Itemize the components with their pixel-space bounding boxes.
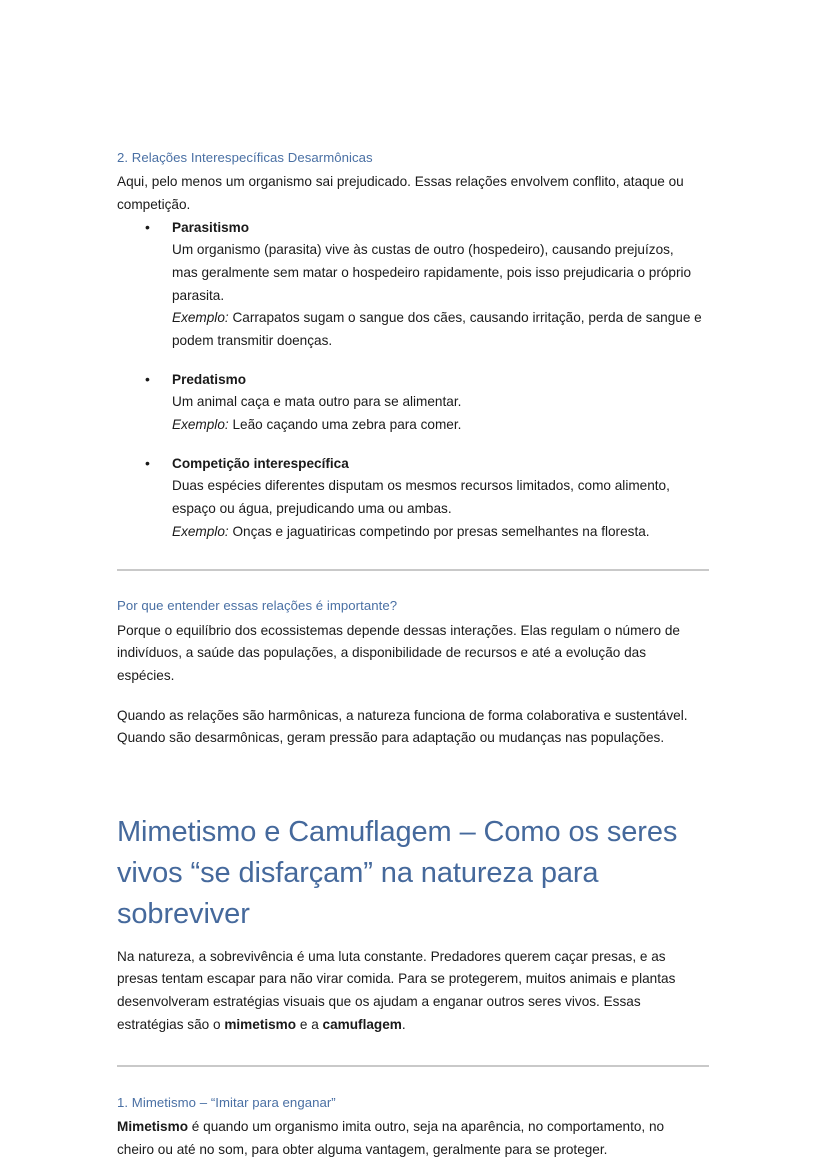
intro-text-part-1: Na natureza, a sobrevivência é uma luta constante. Predadores querem caçar presas, e as presas tentam escapar para não virar comida. Para se protegerem, muitos animais e plantas desenvolveram estratégias visuais que os ajudam a enganar outros seres vivos. Essas estratégias são o [117, 948, 676, 1032]
bullet-example-label: Exemplo: [172, 310, 229, 326]
bullet-term: • Predatismo [172, 371, 247, 387]
bullet-description: Um animal caça e mata outro para se alimentar. [172, 394, 462, 410]
section-mimetismo-camuflagem [117, 812, 703, 1036]
bullet-example-text: Carrapatos sugam o sangue dos cães, causando irritação, perda de sangue e podem transmitir doenças. [172, 310, 702, 348]
bullet-example [172, 414, 703, 437]
desarmonicas-bullet-list [117, 217, 703, 544]
section-heading-mimetismo: 1. Mimetismo – “Imitar para enganar” [117, 1095, 336, 1111]
bullet-example-label: Exemplo: [172, 523, 229, 539]
section-heading-relacoes-desarmonicas: 2. Relações Interespecíficas Desarmônicas [117, 150, 373, 165]
intro-text-part-2: e a [296, 1016, 323, 1032]
mimetismo-lead-text: é quando um organismo imita outro, seja na aparência, no comportamento, no cheiro ou até no som, para obter alguma vantagem, geralmente para se proteger. [117, 1119, 665, 1158]
bullet-term: • Competição interespecífica [172, 455, 349, 471]
mimetismo-lead-paragraph [117, 1116, 703, 1161]
section-por-que-entender [117, 596, 703, 750]
section-divider [117, 1065, 709, 1067]
section-spacer [117, 750, 703, 812]
bullet-description: Um organismo (parasita) vive às custas de outro (hospedeiro), causando prejuízos, mas geralmente sem matar o hospedeiro rapidamente, pois isso prejudicaria o próprio parasita. [172, 242, 692, 303]
bullet-example [172, 521, 703, 544]
intro-term-camuflagem: camuflagem [322, 1016, 402, 1032]
section-heading-por-que-entender: Por que entender essas relações é importante? [117, 598, 398, 614]
mimetismo-lead-term: Mimetismo [117, 1119, 189, 1135]
list-item [117, 453, 703, 544]
por-que-entender-paragraph-2: Quando as relações são harmônicas, a natureza funciona de forma colaborativa e sustentável. Quando são desarmônicas, geram pressão para adaptação ou mudanças nas populações. [117, 707, 688, 746]
section-divider-1-wrapper [117, 569, 703, 571]
document-content [117, 148, 703, 1162]
list-item [117, 217, 703, 353]
mimetismo-camuflagem-intro [117, 946, 703, 1037]
section-intro-relacoes-desarmonicas: Aqui, pelo menos um organismo sai prejudicado. Essas relações envolvem conflito, ataque ou competição. [117, 174, 684, 212]
bullet-example [172, 307, 703, 352]
intro-term-mimetismo: mimetismo [224, 1016, 297, 1032]
bullet-term: • Parasitismo [172, 219, 250, 235]
bullet-example-label: Exemplo: [172, 417, 229, 433]
intro-text-part-3: . [401, 1016, 406, 1032]
section-relacoes-desarmonicas [117, 148, 703, 543]
bullet-example-text: Leão caçando uma zebra para comer. [232, 417, 462, 433]
list-item [117, 369, 703, 437]
section-divider [117, 569, 709, 571]
page-title: Mimetismo e Camuflagem – Como os seres vivos “se disfarçam” na natureza para sobreviver [117, 816, 678, 931]
bullet-description: Duas espécies diferentes disputam os mesmos recursos limitados, como alimento, espaço ou água, prejudicando uma ou ambas. [172, 478, 670, 517]
bullet-example-text: Onças e jaguatiricas competindo por presas semelhantes na floresta. [232, 523, 650, 539]
section-mimetismo [117, 1093, 703, 1162]
section-divider-2-wrapper [117, 1065, 703, 1067]
por-que-entender-paragraph-1: Porque o equilíbrio dos ecossistemas depende dessas interações. Elas regulam o número de indivíduos, a saúde das populações, a disponibilidade de recursos e até a evolução das espécies. [117, 622, 680, 683]
